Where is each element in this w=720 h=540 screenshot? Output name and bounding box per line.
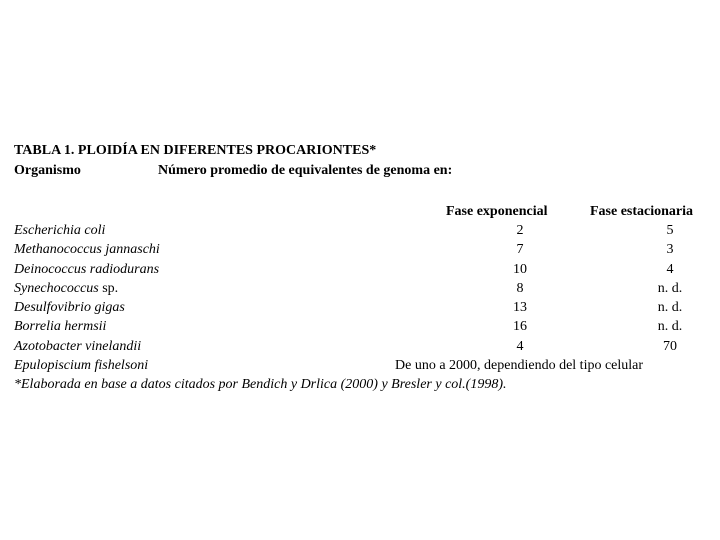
header-genome-number: Número promedio de equivalentes de genoma en: — [158, 163, 453, 178]
stationary-value: 3 — [666, 242, 674, 257]
table-title: TABLA 1. PLOIDÍA EN DIFERENTES PROCARIONTES* — [14, 143, 377, 158]
exponential-value: 13 — [513, 300, 527, 315]
combined-value: De uno a 2000, dependiendo del tipo celular — [395, 358, 644, 373]
exponential-value: 2 — [516, 223, 524, 238]
column-header-stationary: Fase estacionaria — [590, 204, 694, 219]
stationary-value: 70 — [663, 339, 677, 354]
organism-name: Methanococcus jannaschi — [14, 242, 160, 257]
table-footnote: *Elaborada en base a datos citados por Bendich y Drlica (2000) y Bresler y col.(1998). — [14, 377, 507, 392]
stationary-value: 5 — [666, 223, 674, 238]
exponential-value: 8 — [516, 281, 524, 296]
organism-name: Deinococcus radiodurans — [14, 262, 160, 277]
organism-name: Azotobacter vinelandii — [14, 339, 142, 354]
exponential-value: 16 — [513, 319, 527, 334]
stationary-value: n. d. — [657, 281, 683, 296]
organism-name: Escherichia coli — [14, 223, 106, 238]
organism-name: Desulfovibrio gigas — [14, 300, 125, 315]
column-header-exponential: Fase exponencial — [446, 204, 548, 219]
stationary-value: 4 — [666, 262, 674, 277]
organism-name: Borrelia hermsii — [14, 319, 107, 334]
exponential-value: 7 — [516, 242, 524, 257]
stationary-value: n. d. — [657, 300, 683, 315]
header-organism: Organismo — [14, 163, 81, 178]
organism-name: Synechococcus sp. — [14, 281, 119, 296]
exponential-value: 10 — [513, 262, 527, 277]
exponential-value: 4 — [516, 339, 524, 354]
stationary-value: n. d. — [657, 319, 683, 334]
organism-name: Epulopiscium fishelsoni — [14, 358, 149, 373]
